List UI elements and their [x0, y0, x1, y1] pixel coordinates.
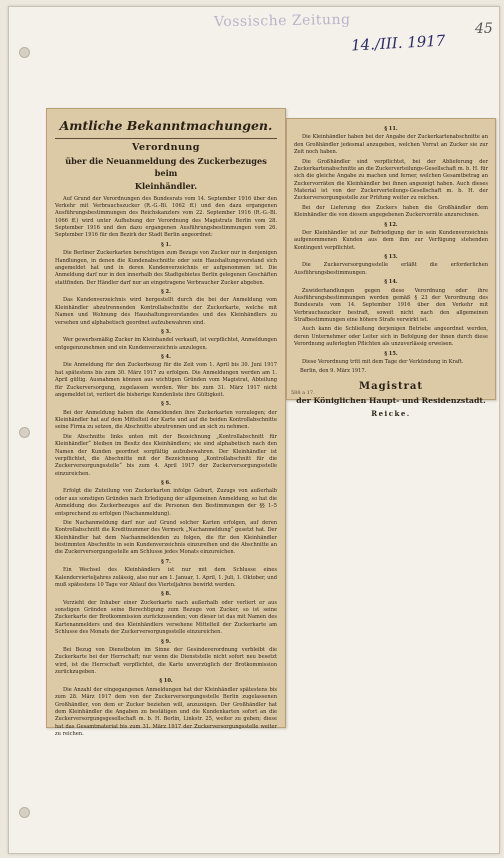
paragraph: Bei der Anmeldung haben die Anmeldenden ihre Zuckerkarten vorzulegen; der Kleinhändler hat auf dem Mittelteil der Karte und auf die beiden Kontrollabschnitte seine Firma zu setzen, die Abschnitte abzutrennen und an sich zu nehmen. — [55, 409, 277, 431]
paragraph: Der Kleinhändler ist zur Befriedigung der in sein Kundenverzeichnis aufgenommenen Kunden aus dem ihm zur Verfügung stehenden Kontingent verpflichtet. — [294, 229, 488, 251]
section-number: § 1. — [161, 241, 171, 248]
paragraph: Das Kundenverzeichnis wird hergestellt durch die bei der Anmeldung vom Kleinhändler abzutrennenden Kontrollabschnitte der Zuckerkarte, welche mit Namen und Wohnung des Haushaltungsvorstandes und des Kleinhändlers zu versehen und alphabetisch geordnet aufzubewahren sind. — [55, 297, 277, 326]
paragraph: Wer gewerbsmäßig Zucker im Kleinhandel verkauft, ist verpflichtet, Anmeldungen entgegenzunehmen und ein Kundenverzeichnis anzulegen. — [55, 337, 277, 351]
section-number: § 12. — [384, 221, 398, 228]
section-number: § 7. — [161, 558, 171, 565]
section-number: § 13. — [384, 254, 398, 260]
article-subtitle: über die Neuanmeldung des Zuckerbezuges beim — [65, 155, 267, 178]
left-column-body — [55, 196, 277, 739]
section-number: § 2. — [161, 289, 171, 296]
section-number: § 3. — [161, 328, 171, 335]
section-number: § 11. — [384, 126, 398, 132]
right-column-body — [294, 126, 488, 366]
header-rule — [55, 138, 277, 139]
section-number: § 14. — [384, 279, 398, 286]
paragraph: Bei der Lieferung des Zuckers haben die Großhändler dem Kleinhändler die von diesem angegebenen Zuckervorräte anzurechnen. — [294, 204, 488, 219]
punch-hole-middle — [19, 427, 30, 438]
clipping-number: 588 a 17. — [291, 389, 315, 396]
paragraph: Auch kann die Schließung derjenigen Betriebe angeordnet werden, deren Unternehmer oder Leiter sich in Befolgung der ihnen durch diese Verordnung auferlegten Pflichten als unzuverlässig erweisen. — [294, 326, 488, 348]
paragraph: Die Anmeldung für den Zuckerbezug für die Zeit vom 1. April bis 30. Juni 1917 hat spätestens bis zum 30. März 1917 zu erfolgen. Die Anmeldungen werden am 1. April gültig. Ausnahmen können aus wichtigen Gründen vom Magistrat, Abteilung für Zuckerversorgung, zugelassen werden. Wer bis zum 31. März 1917 nicht angemeldet ist, verliert die bisherige Kundenliste ihre Gültigkeit. — [55, 362, 277, 398]
paragraph: Die Nachanmeldung darf nur auf Grund solcher Karten erfolgen, auf deren Kontrollabschnitt die Kreditnummer des Vermerk „Nachanmeldung“ gesetzt hat. Der Kleinhändler hat dem Nachanmeldenden zu folgen, die für den Kleinhändler bestimmten Abschnitte in sein Kundenverzeichnis einzureihen und die Abschnitte an die Zuckerversorgungsstelle am Schlusse jedes Monats einzureichen. — [55, 519, 277, 556]
paragraph: Die Abschnitte links unten mit der Bezeichnung „Kontrollabschnitt für Kleinhändler“ bleiben im Besitz des Kleinhändlers; sie sind alphabetisch nach den Namen der Kunden geordnet sorgfältig aufzubewahren. Der Kleinhändler ist verpflichtet, die Abschnitte mit der Bezeichnung „Kontrollabschnitt für die Zuckerversorgungsstelle“ bis zum 4. April 1917 der Zuckerversorgungsstelle einzureichen. — [55, 433, 277, 477]
newspaper-clipping-right — [286, 118, 496, 419]
paragraph: Verzieht der Inhaber einer Zuckerkarte nach außerhalb oder verliert er aus sonstigen Gründen seine Berechtigung zum Bezuge von Zucker, so ist seine Zuckerkarte der Brotkommission zurückzusenden; von dieser ist das mit Namen des Kartenanmelders und des Kleinhändlers versehene Mittelteil der Zuckerkarte am Schlusse des Monats der Zuckerversorgungsstelle einzureichen. — [55, 599, 277, 636]
section-number: § 8. — [161, 591, 171, 598]
paragraph: Auf Grund der Verordnungen des Bundesrats vom 14. September 1916 über den Verkehr mit Verbrauchszucker (R.-G.-Bl. 1062 ff.) und den dazu ergangenen Ausführungsbestimmungen des Reichskanzlers vom 22. September 1916 (R.-G.-Bl. 1066 ff.) wird unter Aufhebung der Verordnung des Magistrats Berlin vom 28. September 1916 und den dazu ergangenen Ausführungsbestimmungen vom 26. September 1916 für den Bezirk der Stadt Berlin angeordnet: — [55, 195, 277, 239]
section-number: § 15. — [384, 350, 398, 357]
signature-name: Reicke. — [371, 409, 411, 419]
page-number: 45 — [475, 21, 493, 37]
section-number: § 5. — [161, 401, 171, 408]
article-subtitle-2: Kleinhändler. — [134, 180, 198, 191]
paragraph: Ein Wechsel des Kleinhändlers ist nur mit dem Schlusse eines Kalendervierteljahres zulässig, also nur am 1. Januar, 1. April, 1. Juli, 1. Oktober, und muß spätestens 10 Tage vor Ablauf des Vierteljahres bewirkt werden. — [55, 567, 277, 588]
paragraph: Die Kleinhändler haben bei der Angabe der Zuckerkartenabschnitte an den Großhändler jedesmal anzugeben, welchen Vorrat an Zucker sie zur Zeit noch haben. — [294, 134, 488, 156]
article-header: Amtliche Bekanntmachungen. — [59, 118, 273, 133]
section-number: § 4. — [161, 354, 171, 361]
section-number: § 9. — [161, 638, 171, 645]
paragraph: Die Zuckerversorgungsstelle erläßt die erforderlichen Ausführungsbestimmungen. — [294, 262, 488, 276]
section-number: § 10. — [159, 678, 173, 685]
paragraph: Die Berliner Zuckerkarten berechtigen zum Bezuge von Zucker nur in denjenigen Handlungen, in denen die Kundenabschnitte oder sein Haushaltungsvorstand sich angemeldet hat und in deren Kundenverzeichnis er aufgenommen ist. Die Anmeldung darf nur in den innerhalb des Stadtgebietes Berlin gelegenen Geschäften stattfinden. Der Händler darf nur an eingetragene Verbraucher Zucker abgeben. — [55, 250, 277, 286]
date-line: Berlin, den 9. März 1917. — [300, 368, 367, 375]
paragraph: Diese Verordnung tritt mit dem Tage der Verkündung in Kraft. — [302, 358, 464, 365]
paragraph: Die Anzahl der eingegangenen Anmeldungen hat der Kleinhändler spätestens bis zum 28. März 1917 dem von der Zuckerversorgungsstelle Berlin zugelassenen Großhändler, von dem er Zucker beziehen will, anzuzeigen. Der Großhändler hat dem Kleinhändler die Angaben zu bestätigen und die Kundenkarten sofort an die Zuckerversorgungsgesellschaft m. b. H. Berlin, Linkstr. 25, weiter zu geben; diese hat das Gesamtmaterial bis zum 31. März 1917 der Zuckerversorgungsstelle weiter zu reichen. — [55, 686, 277, 738]
punch-hole-top — [19, 47, 30, 58]
handwritten-date: 14./III. 1917 — [350, 31, 446, 55]
newspaper-clipping-left — [46, 108, 286, 738]
section-number: § 6. — [161, 480, 171, 487]
paragraph: Bei Bezug von Dienstboten im Sinne der Gesindeverordnung verbleibt die Zuckerkarte bei der Herrschaft; nur wenn die Dienststelle nicht sofort neu besetzt wird, ist die Herrschaft verpflichtet, die Karte unverzüglich der Brotkommission zurückzugeben. — [55, 646, 277, 676]
signature-city: der Königlichen Haupt- und Residenzstadt. — [296, 396, 486, 406]
punch-hole-bottom — [19, 807, 30, 818]
paragraph: Die Großhändler sind verpflichtet, bei der Ablieferung der Zuckerkartenabschnitte an die Zuckerverteilungs-Gesellschaft m. b. H. für sich die gleiche Angabe zu machen und ferner, welchen Gesamtbetrag an Zuckervorräten die Kleinhändler bei ihnen angezeigt haben. Auch dieses Material ist von der Zuckerverteilungs-Gesellschaft m. b. H. der Zuckerversorgungsstelle zur Prüfung weiter zu reichen. — [294, 158, 488, 202]
signature-block — [294, 380, 488, 420]
signature-magistrat: Magistrat — [359, 380, 423, 392]
paragraph: Zuwiderhandlungen gegen diese Verordnung oder ihre Ausführungsbestimmungen werden gemäß § 23 der Verordnung des Bundesrats vom 14. September 1916 über den Verkehr mit Verbrauchszucker bestraft, soweit nicht nach den allgemeinen Strafbestimmungen eine höhere Strafe verwirkt ist. — [294, 287, 488, 323]
article-title: Verordnung — [132, 142, 200, 154]
newspaper-stamp: Vossische Zeitung — [213, 11, 351, 31]
paragraph: Erfolgt die Zuteilung von Zuckerkarten infolge Geburt, Zuzugs von außerhalb oder aus sonstigen Gründen nach Erledigung der allgemeinen Anmeldung, so hat die Anmeldung des Zuckerbezuges auf die Personen den Bestimmungen der §§ 1–5 entsprechend zu erfolgen (Nachanmeldung). — [55, 488, 277, 517]
